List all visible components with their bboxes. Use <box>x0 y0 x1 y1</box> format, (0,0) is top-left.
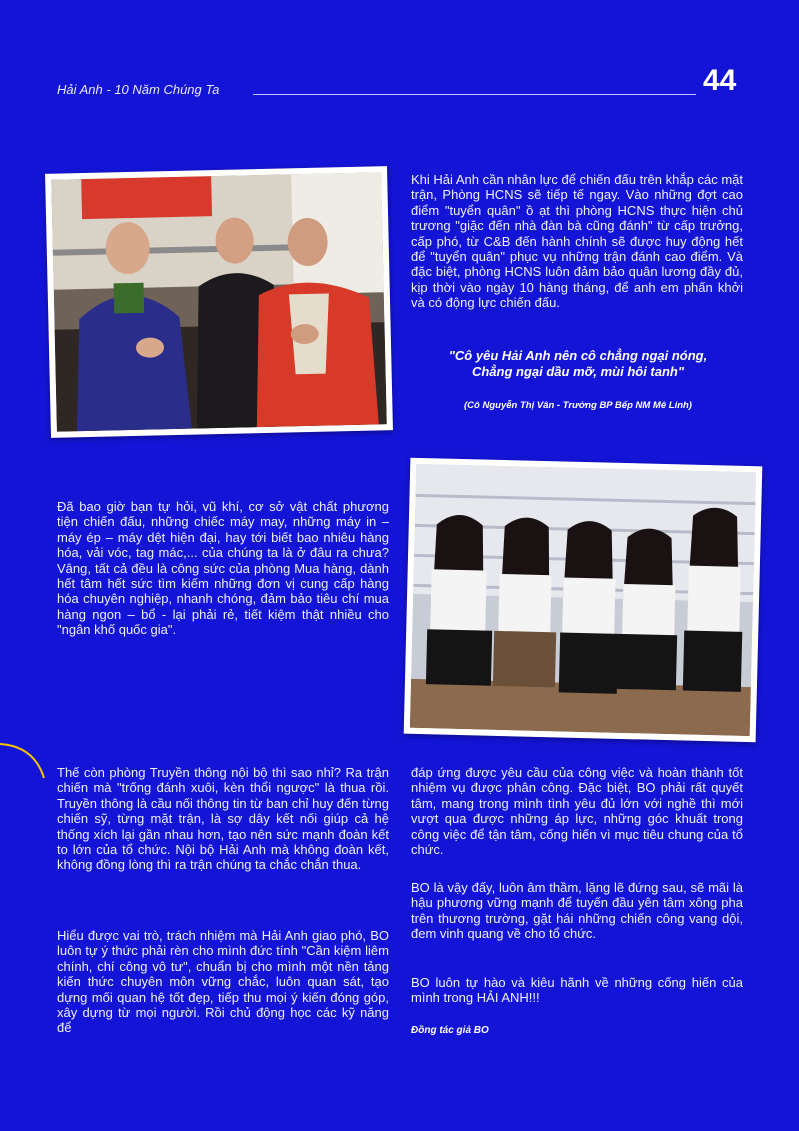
author-credit: Đồng tác giả BO <box>411 1025 489 1036</box>
kitchen-quote <box>413 348 743 380</box>
paragraph-bo-behind: BO là vậy đấy, luôn âm thầm, lặng lẽ đứng sau, sẽ mãi là hậu phương vững mạnh để tuyến đầu yên tâm xông pha trên thương trường, gặt hái những chiến công vang dội, đem vinh quang về cho tổ chức. <box>411 880 743 942</box>
header-title: Hải Anh - 10 Năm Chúng Ta <box>57 82 220 97</box>
page-number: 44 <box>703 64 737 97</box>
quote-credit: (Cô Nguyễn Thị Vân - Trưởng BP Bếp NM Mê Linh) <box>464 400 692 411</box>
header-rule <box>253 94 696 95</box>
paragraph-comms: Thế còn phòng Truyền thông nội bộ thì sao nhỉ? Ra trận chiến mà "trống đánh xuôi, kèn thổi ngược" là thua rồi. Truyền thông là cầu nối thông tin từ ban chỉ huy đến từng chiến sỹ, từng mặt trận, là sợ dây kết nối giúp cả hệ thống xích lại gần nhau hơn, tạo nên sức mạnh đoàn kết to lớn của tổ chức. Nội bộ Hải Anh mà không đoàn kết, không đồng lòng thì ra trận chúng ta chắc chắn thua. <box>57 765 389 873</box>
paragraph-purchasing: Đã bao giờ bạn tự hỏi, vũ khí, cơ sở vật chất phương tiện chiến đấu, những chiếc máy may, những máy in – máy ép – máy dệt hiện đại, hay tới biết bao nhiêu hàng hóa, vải vóc, tag mác,... của chúng ta là ở đâu ra chưa? Vâng, tất cả đều là công sức của phòng Mua hàng, dành hết tâm hết sức tìm kiếm những đơn vị cung cấp hàng hóa chuyên nghiệp, nhanh chóng, đảm bảo tiêu chí mua hàng ngon – bổ - lại phải rẻ, tiết kiệm thật nhiều cho "ngân khố quốc gia". <box>57 499 389 638</box>
paragraph-bo-role: Hiểu được vai trò, trách nhiệm mà Hải Anh giao phó, BO luôn tự ý thức phải rèn cho mình đức tính "Cần kiệm liêm chính, chí công vô tư", chuẩn bị cho mình một nền tảng kiến thức chuyên môn vững chắc, luôn quan sát, tạo dựng mối quan hệ tốt đẹp, tiếp thu mọi ý kiến đóng góp, xây dựng từ mọi người. Rồi chủ động học các kỹ năng để <box>57 928 389 1036</box>
paragraph-bo-proud: BO luôn tự hào và kiêu hãnh về những cống hiến của mình trong HẢI ANH!!! <box>411 975 743 1006</box>
quote-line-1: "Cô yêu Hải Anh nên cô chẳng ngại nóng, <box>448 348 708 363</box>
decorative-arc-icon <box>0 740 50 780</box>
kitchen-staff-photo <box>45 166 393 438</box>
quote-line-2: Chẳng ngại dầu mỡ, mùi hôi tanh" <box>471 364 685 379</box>
paragraph-hcns: Khi Hải Anh cần nhân lực để chiến đấu trên khắp các mặt trận, Phòng HCNS sẽ tiếp tế ngay. Vào những đợt cao điểm "tuyển quân" ồ ạt thì phòng HCNS thực hiện chủ trương "giặc đến nhà đàn bà cũng đánh" từ cấp trưởng, cấp phó, từ C&B đến hành chính sẽ được huy động hết để "tuyển quân" phục vụ những trận đánh cao điểm. Và đặc biệt, phòng HCNS luôn đảm bảo quân lương đầy đủ, kịp thời vào ngày 10 hàng tháng, để anh em phấn khởi và có động lực chiến đấu. <box>411 172 743 311</box>
office-team-photo <box>404 458 763 743</box>
paragraph-bo-continue: đáp ứng được yêu cầu của công việc và hoàn thành tốt nhiệm vụ được phân công. Đặc biệt, BO phải rất quyết tâm, mang trong mình tình yêu đủ lớn với nghề thì mới vượt qua được những áp lực, những góc khuất trong công việc để tận tâm, cống hiến vì mục tiêu chung của tổ chức. <box>411 765 743 858</box>
